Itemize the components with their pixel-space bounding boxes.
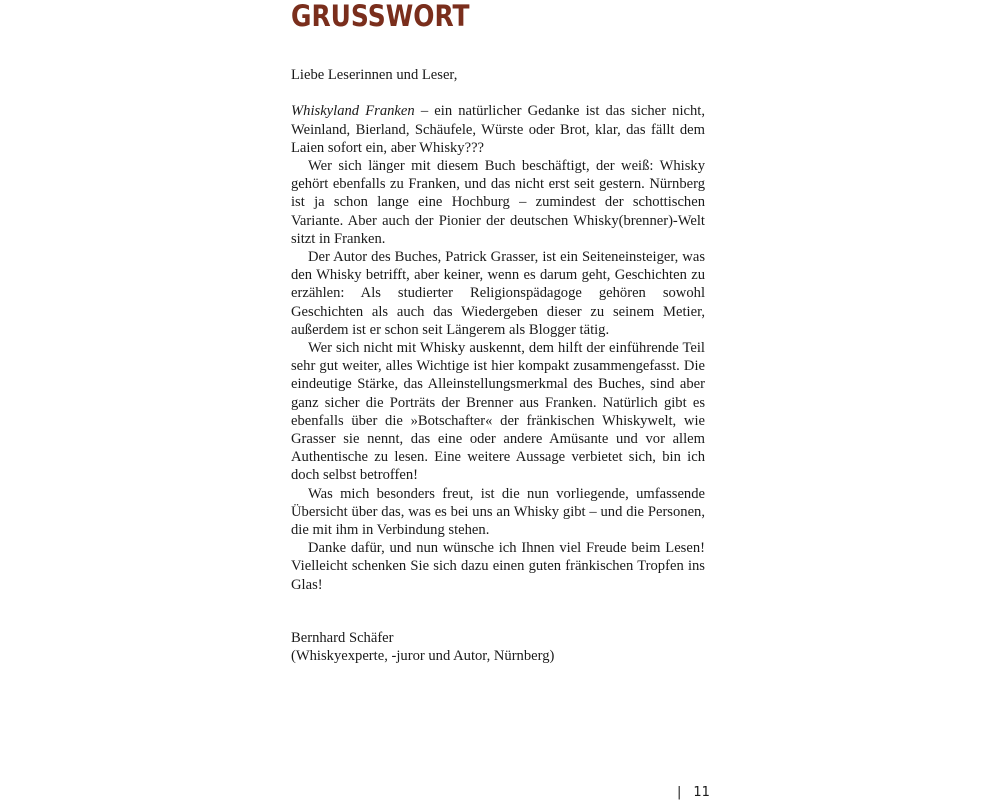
paragraph-1 (291, 102, 705, 157)
article-body (291, 66, 705, 665)
paragraph-2: Wer sich länger mit diesem Buch beschäftigt, der weiß: Whisky gehört ebenfalls zu Franken, und das nicht erst seit gestern. Nürnberg ist ja schon lange eine Hochburg – zumindest der schottischen Variante. Aber auch der Pionier der deutschen Whisky(brenner)-Welt sitzt in Franken. (291, 158, 705, 247)
paragraph-1-text: – ein natürlicher Gedanke ist das sicher nicht, Weinland, Bierland, Schäufele, Würste oder Brot, klar, das fällt dem Laien sofort ein, aber Whisky??? (291, 103, 705, 156)
signature-role: (Whiskyexperte, -juror und Autor, Nürnberg) (291, 648, 555, 665)
paragraph-4: Wer sich nicht mit Whisky auskennt, dem hilft der einführende Teil sehr gut weiter, alles Wichtige ist hier kompakt zusammengefasst. Die eindeutige Stärke, das Alleinstellungsmerkmal des Buches, sind aber ganz sicher die Porträts der Brenner aus Franken. Natürlich gibt es ebenfalls über die »Botschafter« der fränkischen Whiskywelt, wie Grasser sie nennt, das eine oder andere Amüsante und vor allem Authentische zu lesen. Eine weitere Aussage verbietet sich, bin ich doch selbst betroffen! (291, 340, 705, 484)
signature-block (291, 629, 705, 665)
paragraph-3: Der Autor des Buches, Patrick Grasser, ist ein Seiteneinsteiger, was den Whisky betrifft, aber keiner, wenn es darum geht, Geschichten zu erzählen: Als studierter Religionspädagoge gehören sowohl Geschichten als auch das Wiedergeben dieser zu seinem Metier, außerdem ist er schon seit Längerem als Blogger tätig. (291, 249, 705, 338)
paragraph-5: Was mich besonders freut, ist die nun vorliegende, umfassende Übersicht über das, was es bei uns an Whisky gibt – und die Personen, die mit ihm in Verbindung stehen. (291, 485, 705, 539)
book-title-italic: Whiskyland Franken (291, 103, 415, 120)
page-title: GRUSSWORT (291, 0, 470, 33)
page-number-value: 11 (693, 785, 710, 800)
signature-name: Bernhard Schäfer (291, 629, 394, 646)
salutation: Liebe Leserinnen und Leser, (291, 67, 458, 83)
page-number-divider: | (677, 785, 682, 800)
paragraph-6: Danke dafür, und nun wünsche ich Ihnen viel Freude beim Lesen! Vielleicht schenken Sie sich dazu einen guten fränkischen Tropfen ins Glas! (291, 540, 705, 593)
page-number (677, 784, 710, 802)
